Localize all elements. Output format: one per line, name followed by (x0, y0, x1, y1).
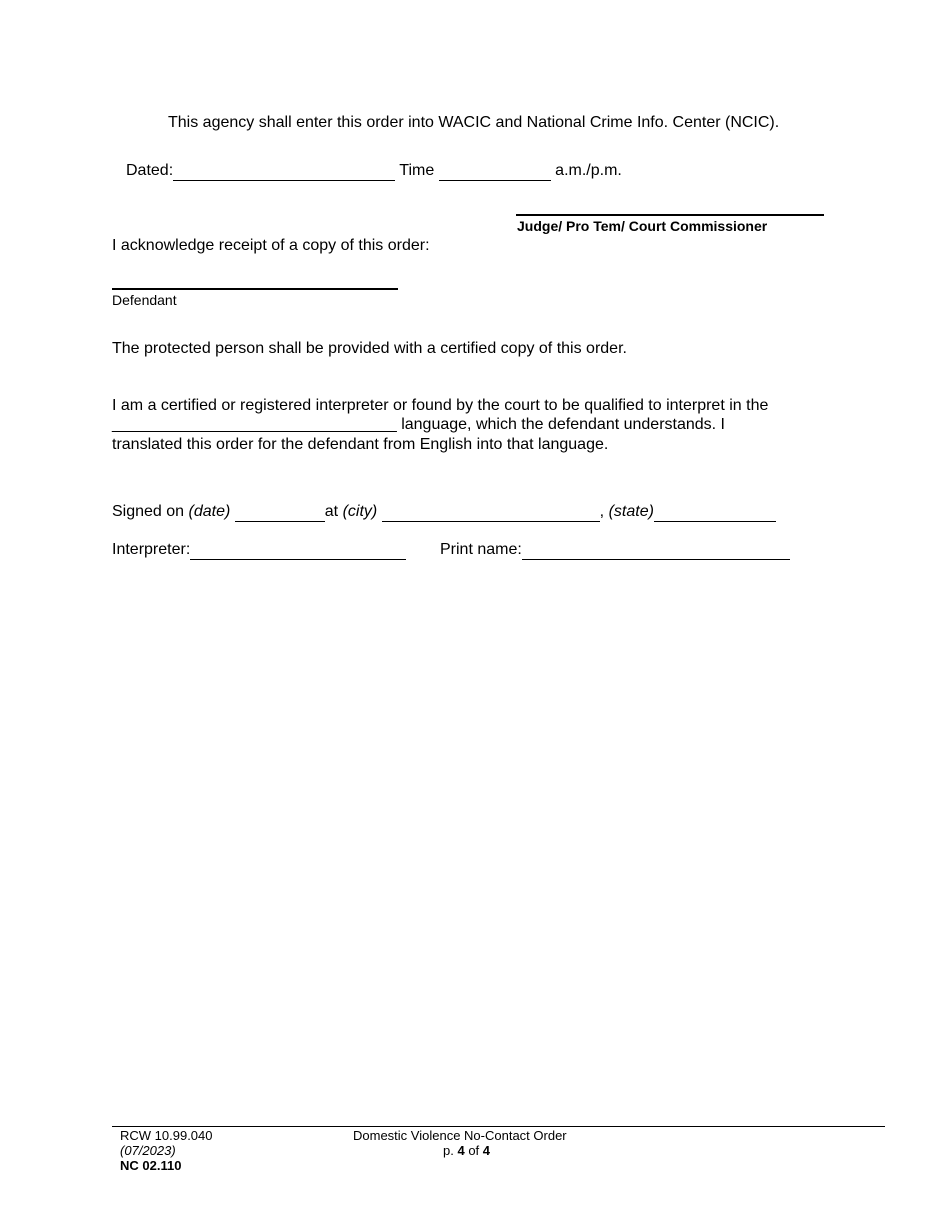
dated-field[interactable] (173, 161, 395, 181)
footer-page-number (443, 1143, 490, 1158)
at-label: at (324, 503, 339, 520)
footer-form-title: Domestic Violence No-Contact Order (353, 1128, 567, 1143)
language-blank[interactable]: ________________________________ (112, 416, 397, 433)
interpreter-statement-line1: I am a certified or registered interpreter or found by the court to be qualified to interpret in the (112, 397, 769, 414)
interpreter-row (112, 540, 406, 560)
footer-form-number: NC 02.110 (120, 1158, 182, 1173)
interpreter-signature-field[interactable] (190, 540, 406, 560)
page-current: 4 (457, 1143, 465, 1158)
signed-row (112, 502, 776, 522)
print-name-field[interactable] (522, 540, 790, 560)
dated-label: Dated: (126, 162, 174, 179)
comma: , (599, 503, 605, 520)
footer-rule (112, 1126, 885, 1127)
agency-statement: This agency shall enter this order into WACIC and National Crime Info. Center (NCIC). (168, 114, 780, 131)
footer-revision: (07/2023) (120, 1143, 176, 1158)
dated-row (126, 161, 622, 181)
print-name-label: Print name: (440, 541, 522, 558)
page-total: 4 (482, 1143, 491, 1158)
signed-state-field[interactable] (654, 502, 776, 522)
footer-statute: RCW 10.99.040 (120, 1128, 213, 1143)
interpreter-statement-line3: translated this order for the defendant from English into that language. (112, 436, 609, 453)
interpreter-statement-line2-text: language, which the defendant understands. I (401, 416, 725, 433)
time-field[interactable] (439, 161, 551, 181)
defendant-signature-line[interactable] (112, 288, 398, 290)
state-hint: (state) (608, 503, 654, 520)
defendant-label: Defendant (112, 292, 177, 308)
signed-city-field[interactable] (382, 502, 600, 522)
page-of: of (468, 1143, 480, 1158)
protected-person-statement: The protected person shall be provided with a certified copy of this order. (112, 340, 627, 357)
interpreter-statement-line2 (112, 415, 725, 434)
date-hint: (date) (188, 503, 231, 520)
page-prefix: p. (443, 1143, 454, 1158)
judge-signature-label: Judge/ Pro Tem/ Court Commissioner (517, 218, 768, 234)
print-name-row (440, 540, 790, 560)
acknowledgment-text: I acknowledge receipt of a copy of this order: (112, 237, 430, 254)
ampm-label: a.m./p.m. (555, 162, 622, 179)
interpreter-label: Interpreter: (112, 541, 191, 558)
signed-on-label: Signed on (112, 503, 185, 520)
city-hint: (city) (342, 503, 378, 520)
judge-signature-line[interactable] (516, 214, 824, 216)
time-label: Time (399, 162, 435, 179)
signed-date-field[interactable] (235, 502, 325, 522)
